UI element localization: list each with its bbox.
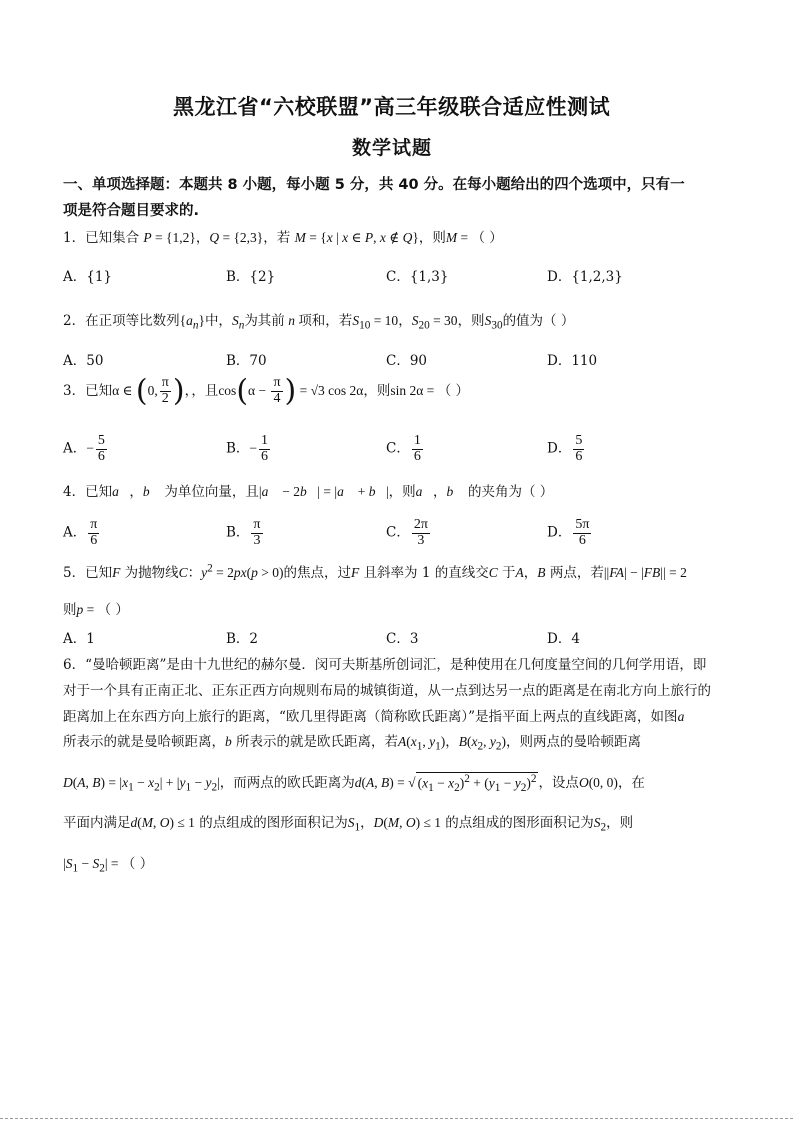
question-4-option-c[interactable]: C． $\frac{2\pi}{3}$ bbox=[386, 517, 428, 548]
question-1-stem: 1．已知集合 P = {1,2}，Q = {2,3}，若 M = {x | x ∈ P, x ∉ Q}，则M = （ ） bbox=[63, 230, 503, 246]
question-3-option-a[interactable]: A．− $\frac{5}{6}$ bbox=[63, 433, 105, 464]
question-5-option-c[interactable]: C．3 bbox=[386, 631, 419, 647]
question-3-option-d[interactable]: D． $\frac{5}{6}$ bbox=[547, 433, 583, 464]
question-4-stem: 4．已知a⃗，b⃗ 为单位向量，且|a⃗ − 2b⃗| = |a⃗ + b⃗|，则a⃗，b⃗ 的夹角为（ ） bbox=[63, 484, 554, 500]
question-5-stem-line2: 则p = （ ） bbox=[63, 602, 129, 618]
question-6-line3: 距离加上在东西方向上旅行的距离，“欧几里得距离（简称欧氏距离）”是指平面上两点的直线距离，如图a bbox=[63, 709, 685, 725]
question-6-line6: 平面内满足d(M, O) ≤ 1 的点组成的图形面积记为$S_1$，D(M, O) ≤ 1 的点组成的图形面积记为$S_2$，则 bbox=[63, 815, 634, 834]
question-3-option-c[interactable]: C． $\frac{1}{6}$ bbox=[386, 433, 421, 464]
section-heading-line2: 项是符合题目要求的. bbox=[63, 203, 200, 219]
question-1-option-a[interactable]: A．{1} bbox=[63, 269, 113, 285]
exam-subtitle: 数学试题 bbox=[352, 137, 433, 159]
question-6-line4: 所表示的就是曼哈顿距离，b 所表示的就是欧氏距离，若$A(x_1$, $y_1$)，$B(x_2$, $y_2$)，则两点的曼哈顿距离 bbox=[63, 734, 642, 753]
question-5-option-d[interactable]: D．4 bbox=[547, 631, 580, 647]
question-6-line2: 对于一个具有正南正北、正东正西方向规则布局的城镇街道，从一点到达另一点的距离是在南北方向上旅行的 bbox=[63, 683, 711, 699]
question-2-option-a[interactable]: A．50 bbox=[63, 353, 104, 369]
question-2-option-b[interactable]: B．70 bbox=[226, 353, 267, 369]
question-4-option-b[interactable]: B． $\frac{\pi}{3}$ bbox=[226, 517, 261, 548]
page-bottom-rule bbox=[0, 1118, 793, 1119]
question-3-stem: 3．已知α ∈ (0, $\frac{\pi}{2}$ )，，且cos(α − $\frac{\pi}{4}$ ) = √3 cos 2α，则sin 2α = （ ） bbox=[63, 373, 469, 409]
question-5-option-a[interactable]: A．1 bbox=[63, 631, 95, 647]
question-6-line5: D(A, $B) = |x_1 - x_2| + |y_1 - y_2|$，而两点的欧氏距离为d(A, B) = √ $(x_1 - x_2)^2 + (y_1 - y_2)^2$ ，设点O(0, 0)，在 bbox=[63, 772, 645, 794]
question-4-option-a[interactable]: A． $\frac{\pi}{6}$ bbox=[63, 517, 98, 548]
question-6-line7: $|S_1 - S_2|$ = （ ） bbox=[63, 856, 154, 875]
question-3-option-b[interactable]: B．− $\frac{1}{6}$ bbox=[226, 433, 269, 464]
question-2-option-c[interactable]: C．90 bbox=[386, 353, 428, 369]
question-2-stem: 2．在正项等比数列$\{a_n\}$中，$S_n$为其前 n 项和，若$S_{10} = 10$，$S_{20} = 30$，则$S_{30}$的值为（ ） bbox=[63, 313, 575, 332]
question-1-option-d[interactable]: D．{1,2,3} bbox=[547, 269, 623, 285]
question-2-option-d[interactable]: D．110 bbox=[547, 353, 598, 369]
question-4-option-d[interactable]: D． $\frac{5\pi}{6}$ bbox=[547, 517, 590, 548]
section-heading-line1: 一、单项选择题：本题共 8 小题，每小题 5 分，共 40 分。在每小题给出的四个选项中，只有一 bbox=[63, 177, 685, 193]
question-1-option-c[interactable]: C．{1,3} bbox=[386, 269, 449, 285]
question-5-stem: 5．已知F 为抛物线C：$y^2 = 2px(p > 0)$的焦点，过F 且斜率为 1 的直线交C 于A，B 两点，若||FA| − |FB|| = 2 bbox=[63, 562, 687, 581]
question-5-option-b[interactable]: B．2 bbox=[226, 631, 259, 647]
question-1-option-b[interactable]: B．{2} bbox=[226, 269, 276, 285]
question-6-line1: 6．“曼哈顿距离”是由十九世纪的赫尔曼．闵可夫斯基所创词汇，是种使用在几何度量空间的几何学用语，即 bbox=[63, 657, 707, 673]
exam-title: 黑龙江省“六校联盟”高三年级联合适应性测试 bbox=[173, 95, 611, 119]
